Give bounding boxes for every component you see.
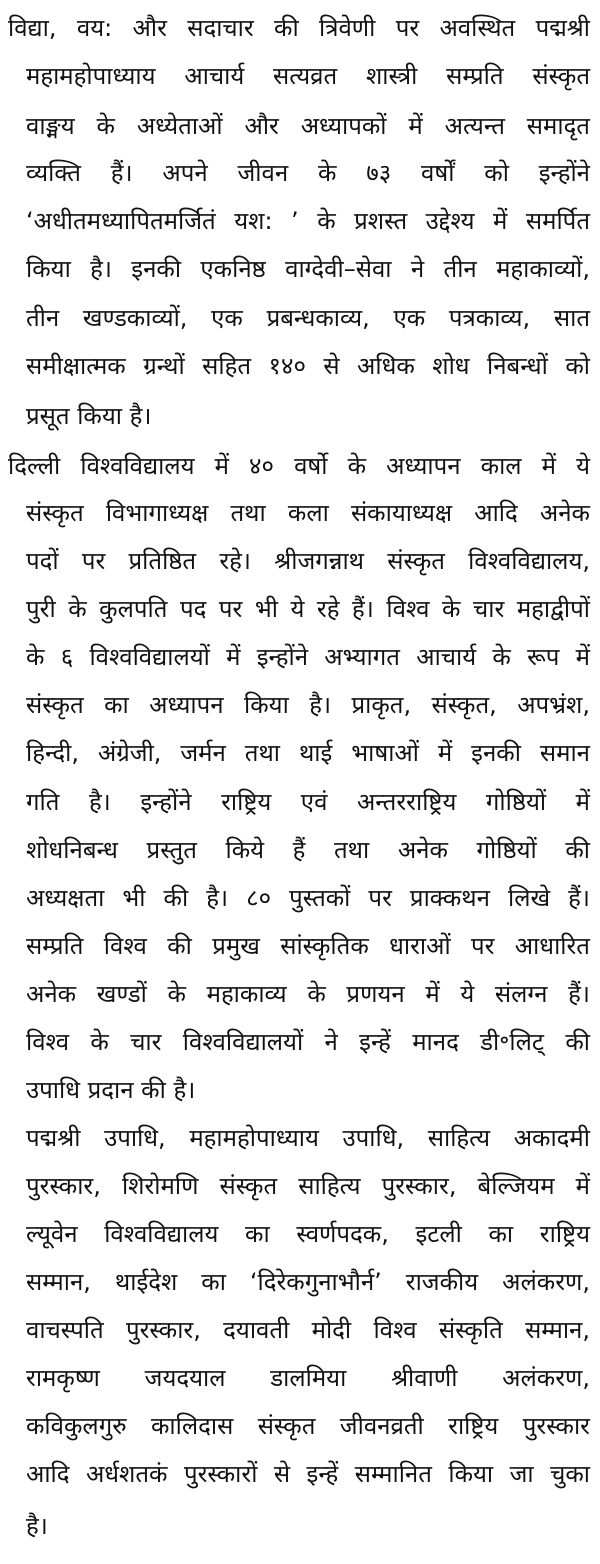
text-line: शोधनिबन्ध प्रस्तुत किये हैं तथा अनेक गोष्ठियों की — [26, 836, 590, 864]
text-line: सम्मान, थाईदेश का ‘दिरेकगुनाभौर्न’ राजकीय अलंकरण, — [26, 1268, 590, 1296]
text-line: उपाधि प्रदान की है। — [26, 1076, 196, 1104]
text-line: के ६ विश्वविद्यालयों में इन्होंने अभ्यागत आचार्य के रूप में — [26, 643, 590, 671]
text-line: व्यक्ति हैं। अपने जीवन के ७३ वर्षों को इन्होंने — [26, 159, 590, 187]
text-line: अनेक खण्डों के महाकाव्य के प्रणयन में ये संलग्न हैं। — [26, 980, 590, 1008]
text-line: पदों पर प्रतिष्ठित रहे। श्रीजगन्नाथ संस्कृत विश्वविद्यालय, — [26, 547, 590, 575]
text-line: ‘अधीतमध्यापितमर्जितं यश: ’ के प्रशस्त उद्देश्य में समर्पित — [26, 207, 590, 235]
text-line: पुरी के कुलपति पद पर भी ये रहे हैं। विश्व के चार महाद्वीपों — [26, 595, 590, 623]
text-line: महामहोपाध्याय आचार्य सत्यव्रत शास्त्री सम्प्रति संस्कृत — [26, 62, 590, 90]
text-line: संस्कृत का अध्यापन किया है। प्राकृत, संस्कृत, अपभ्रंश, — [26, 691, 590, 719]
text-line: दिल्ली विश्वविद्यालय में ४० वर्षो के अध्यापन काल में ये — [8, 452, 590, 480]
text-line: है। — [26, 1512, 48, 1540]
text-line: किया है। इनकी एकनिष्ठ वाग्देवी–सेवा ने तीन महाकाव्यों, — [26, 255, 590, 283]
text-line: समीक्षात्मक ग्रन्थों सहित १४० से अधिक शोध निबन्धों को — [26, 352, 590, 380]
text-line: वाङ्मय के अध्येताओं और अध्यापकों में अत्यन्त समादृत — [26, 112, 590, 140]
text-line: सम्प्रति विश्व की प्रमुख सांस्कृतिक धाराओं पर आधारित — [26, 932, 590, 960]
text-line: कविकुलगुरु कालिदास संस्कृत जीवनव्रती राष्ट्रिय पुरस्कार — [26, 1412, 590, 1440]
text-line: तीन खण्डकाव्यों, एक प्रबन्धकाव्य, एक पत्रकाव्य, सात — [26, 304, 590, 332]
text-line: रामकृष्ण जयदयाल डालमिया श्रीवाणी अलंकरण, — [26, 1364, 590, 1392]
text-line: गति है। इन्होंने राष्ट्रिय एवं अन्तरराष्ट्रिय गोष्ठियों में — [26, 788, 590, 816]
text-line: विद्या, वय: और सदाचार की त्रिवेणी पर अवस्थित पद्मश्री — [8, 14, 590, 42]
text-line: पुरस्कार, शिरोमणि संस्कृत साहित्य पुरस्कार, बेल्जियम में — [26, 1172, 590, 1200]
text-line: संस्कृत विभागाध्यक्ष तथा कला संकायाध्यक्ष आदि अनेक — [26, 499, 590, 527]
text-line: ल्यूवेन विश्वविद्यालय का स्वर्णपदक, इटली का राष्ट्रिय — [26, 1220, 590, 1248]
text-line: अध्यक्षता भी की है। ८० पुस्तकों पर प्राक्कथन लिखे हैं। — [26, 884, 590, 912]
text-line: प्रसूत किया है। — [26, 402, 152, 430]
text-line: वाचस्पति पुरस्कार, दयावती मोदी विश्व संस्कृति सम्मान, — [26, 1316, 590, 1344]
text-line: हिन्दी, अंग्रेजी, जर्मन तथा थाई भाषाओं में इनकी समान — [26, 739, 590, 767]
text-line: आदि अर्धशतकं पुरस्कारों से इन्हें सम्मानित किया जा चुका — [26, 1460, 590, 1488]
text-line: विश्व के चार विश्वविद्यालयों ने इन्हें मानद डी॰लिट् की — [26, 1028, 590, 1056]
text-line: पद्मश्री उपाधि, महामहोपाध्याय उपाधि, साहित्य अकादमी — [26, 1124, 590, 1152]
